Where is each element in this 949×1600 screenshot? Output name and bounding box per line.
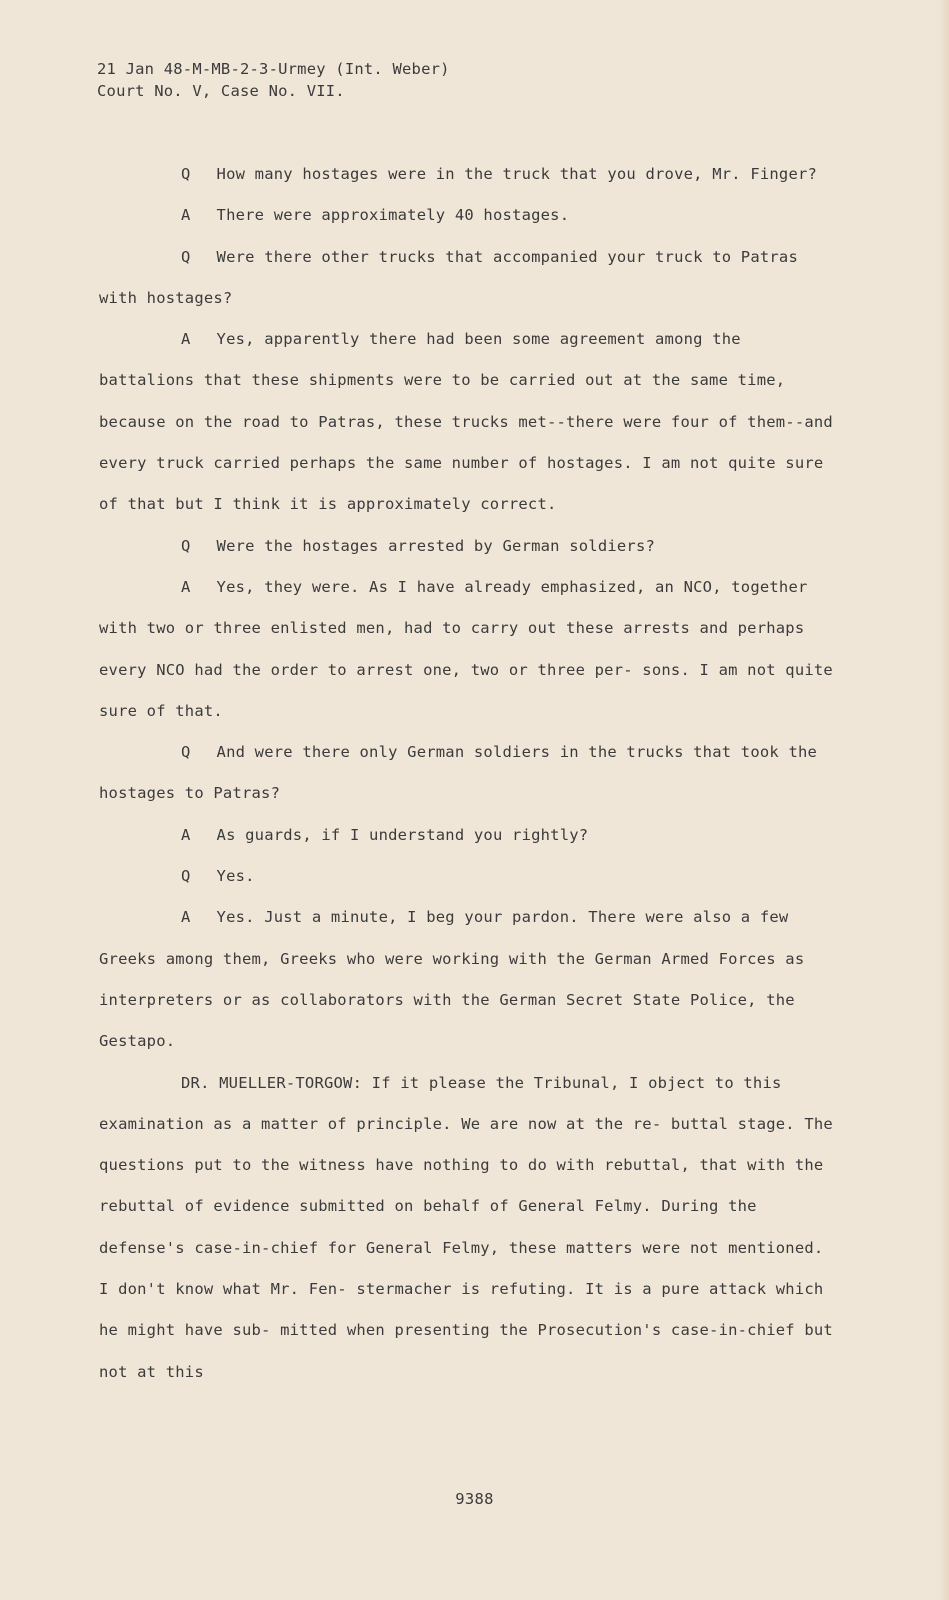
transcript-paragraph (99, 856, 839, 897)
paragraph-text: Were the hostages arrested by German soldiers? (216, 536, 656, 555)
transcript-paragraph (99, 237, 839, 320)
document-header (97, 58, 450, 102)
transcript-paragraph (99, 567, 839, 732)
header-line-2: Court No. V, Case No. VII. (97, 82, 345, 100)
paragraph-text: As guards, if I understand you rightly? (216, 825, 589, 844)
paragraph-text: Yes. Just a minute, I beg your pardon. There were also a few Greeks among them, Greeks who were working with the German Armed Forces as interpreters or as collaborators with the German Secret State Police, the Gestapo. (99, 908, 805, 1051)
paragraph-text: Were there other trucks that accompanied your truck to Patras with hostages? (99, 247, 798, 307)
transcript-body (99, 154, 839, 1393)
speaker-label: A (181, 330, 191, 349)
paragraph-text: Yes. (216, 867, 255, 886)
paragraph-text: Yes, apparently there had been some agreement among the battalions that these shipments were to be carried out at the same time, because on the road to Patras, these trucks met--there were four of them--and every truck carried perhaps the same number of hostages. I am not quite sure of that but I think it is approximately correct. (99, 330, 833, 514)
transcript-paragraph (99, 154, 839, 195)
transcript-paragraph (99, 195, 839, 236)
transcript-paragraph (99, 897, 839, 1062)
paragraph-text: There were approximately 40 hostages. (216, 206, 570, 225)
speaker-label: Q (181, 536, 191, 555)
transcript-paragraph (99, 815, 839, 856)
paragraph-text: If it please the Tribunal, I object to this examination as a matter of principle. We are now at the re- buttal stage. The questions put to the witness have nothing to do with rebuttal, that with the rebuttal of evidence submitted on behalf of General Felmy. During the defense's case-in-chief for General Felmy, these matters were not mentioned. I don't know what Mr. Fen- stermacher is refuting. It is a pure attack which he might have sub- mitted when presenting the Prosecution's case-in-chief but not at this (99, 1073, 833, 1381)
page-edge-shadow (939, 0, 949, 1600)
speaker-label: Q (181, 165, 191, 183)
paragraph-text: And were there only German soldiers in the trucks that took the hostages to Patras? (99, 743, 818, 803)
speaker-label: A (181, 206, 191, 225)
transcript-paragraph (99, 732, 839, 815)
speaker-label: Q (181, 867, 191, 886)
paragraph-text: Yes, they were. As I have already emphasized, an NCO, together with two or three enlisted men, had to carry out these arrests and perhaps every NCO had the order to arrest one, two or three per- sons. I am not quite sure of that. (99, 577, 833, 720)
transcript-paragraph (99, 526, 839, 567)
speaker-label: A (181, 577, 191, 596)
speaker-label: A (181, 825, 191, 844)
speaker-label: DR. MUELLER-TORGOW: (181, 1073, 363, 1092)
page-number: 9388 (455, 1490, 494, 1508)
speaker-label: Q (181, 247, 191, 266)
transcript-paragraph (99, 319, 839, 525)
header-line-1: 21 Jan 48-M-MB-2-3-Urmey (Int. Weber) (97, 60, 450, 78)
speaker-label: A (181, 908, 191, 927)
paragraph-text: How many hostages were in the truck that you drove, Mr. Finger? (216, 165, 818, 183)
transcript-paragraph (99, 1063, 839, 1393)
speaker-label: Q (181, 743, 191, 762)
